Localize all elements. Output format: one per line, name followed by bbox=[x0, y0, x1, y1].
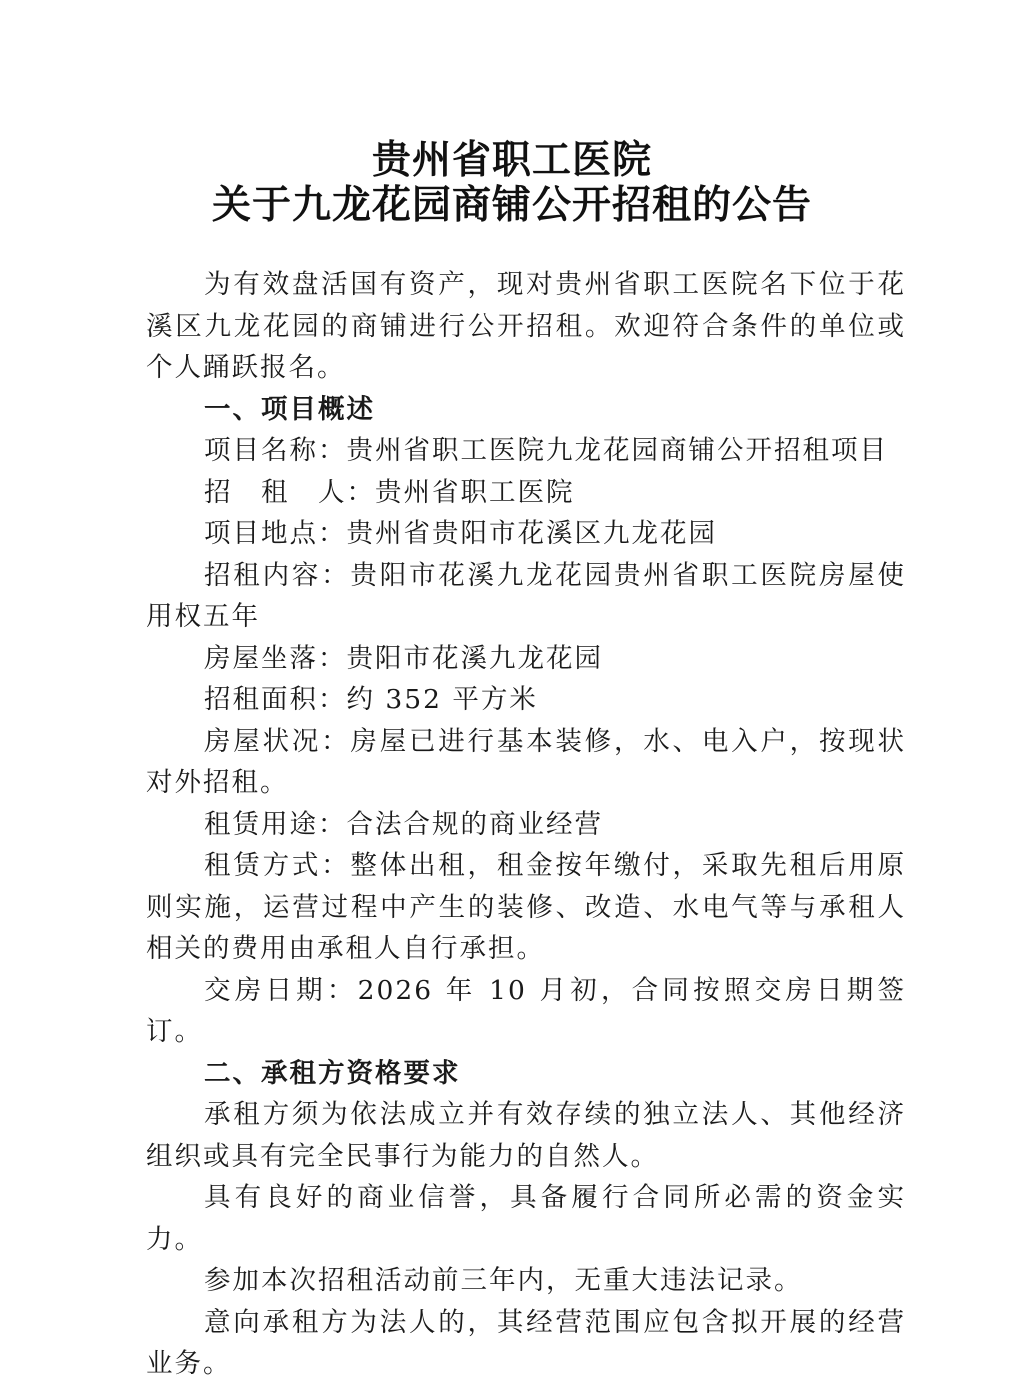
item-value: 贵阳市花溪九龙花园 bbox=[346, 642, 603, 674]
item-label: 租赁方式： bbox=[204, 850, 351, 881]
item-value: 2026 年 10 月初，合同按照交房日期签订。 bbox=[146, 974, 906, 1047]
requirement-item: 承租方须为依法成立并有效存续的独立法人、其他经济组织或具有完全民事行为能力的自然人。 bbox=[146, 1099, 906, 1172]
item-value: 贵州省职工医院九龙花园商铺公开招租项目 bbox=[346, 435, 888, 466]
item-usage bbox=[146, 804, 906, 846]
item-label: 招 租 人： bbox=[204, 476, 375, 508]
item-delivery-date bbox=[146, 970, 906, 1053]
item-property-address bbox=[146, 638, 906, 680]
item-value: 贵州省职工医院 bbox=[375, 476, 575, 508]
item-value: 贵阳市花溪九龙花园贵州省职工医院房屋使用权五年 bbox=[146, 559, 907, 632]
item-label: 项目地点： bbox=[204, 518, 347, 549]
section-heading-overview: 一、项目概述 bbox=[204, 393, 375, 425]
document-title-line2: 关于九龙花园商铺公开招租的公告 bbox=[211, 182, 812, 228]
section-heading-qualification: 二、承租方资格要求 bbox=[204, 1057, 461, 1089]
item-lease-method bbox=[146, 845, 906, 970]
item-label: 房屋坐落： bbox=[204, 642, 347, 674]
requirement-item: 意向承租方为法人的，其经营范围应包含拟开展的经营业务。 bbox=[146, 1306, 906, 1379]
item-label: 招租内容： bbox=[204, 559, 351, 591]
document-title-line1: 贵州省职工医院 bbox=[371, 137, 652, 183]
item-label: 房屋状况： bbox=[204, 725, 351, 757]
item-area bbox=[146, 679, 906, 721]
item-value: 整体出租，租金按年缴付，采取先租后用原则实施，运营过程中产生的装修、改造、水电气等与承租人相关的费用由承租人自行承担。 bbox=[146, 850, 907, 964]
item-project-name bbox=[146, 430, 906, 472]
requirement-item: 具有良好的商业信誉，具备履行合同所必需的资金实力。 bbox=[146, 1182, 906, 1255]
item-label: 项目名称： bbox=[204, 435, 347, 466]
intro-paragraph: 为有效盘活国有资产，现对贵州省职工医院名下位于花溪区九龙花园的商铺进行公开招租。欢迎符合条件的单位或个人踊跃报名。 bbox=[146, 269, 906, 383]
item-location bbox=[146, 513, 906, 555]
item-value: 约 352 平方米 bbox=[346, 684, 538, 715]
requirement-item: 参加本次招租活动前三年内，无重大违法记录。 bbox=[204, 1265, 803, 1296]
item-label: 租赁用途： bbox=[204, 808, 347, 840]
item-condition bbox=[146, 721, 906, 804]
item-lease-content bbox=[146, 555, 906, 638]
item-value: 贵州省贵阳市花溪区九龙花园 bbox=[346, 518, 717, 549]
item-value: 合法合规的商业经营 bbox=[346, 808, 603, 840]
item-lessor bbox=[146, 472, 906, 514]
item-label: 招租面积： bbox=[204, 684, 347, 715]
item-value: 房屋已进行基本装修，水、电入户，按现状对外招租。 bbox=[146, 725, 907, 798]
document-body bbox=[146, 264, 906, 1385]
item-label: 交房日期： bbox=[204, 974, 358, 1006]
